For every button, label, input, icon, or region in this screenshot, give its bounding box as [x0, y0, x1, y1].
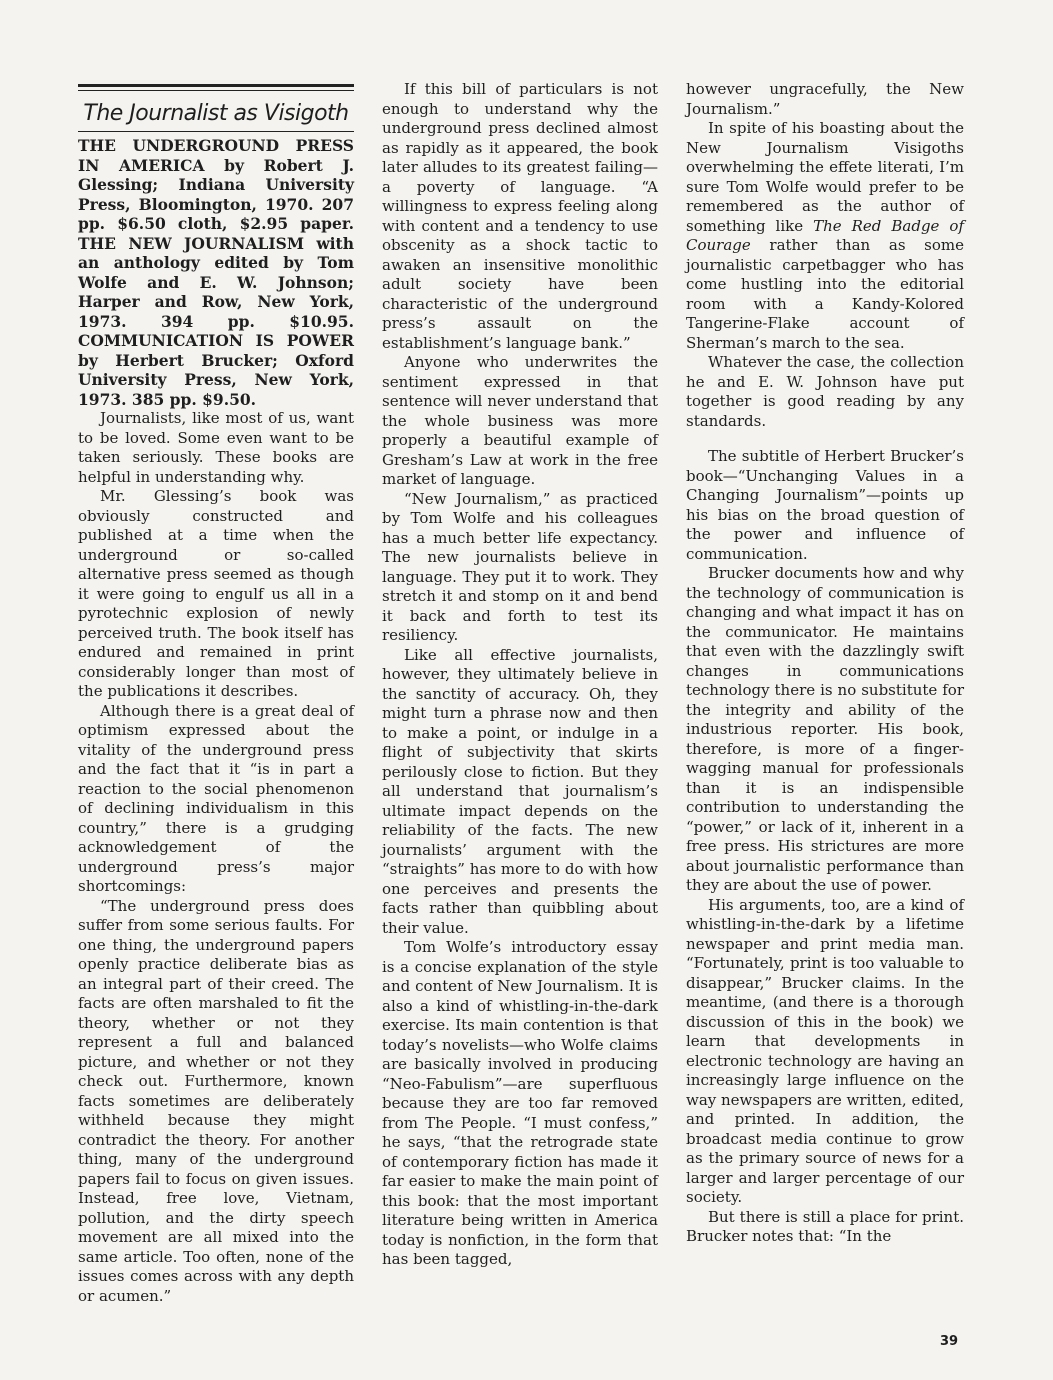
paragraph-quote: “The underground press does suffer from some serious faults. For one thing, the underground papers openly practice deliberate bias as an integral part of their creed. The facts are often marshaled to fit the theory, whether or not they represent a full and balanced picture, and whether or not they check out. Furthermore, known facts sometimes are deliberately withheld because they might contradict the theory. For another thing, many of the underground papers fail to focus on given issues. Instead, free love, Vietnam, pollution, and the dirty speech movement are all mixed into the same article. Too often, none of the issues comes across with any depth or acumen.” — [78, 896, 354, 1305]
headline-rule-bottom — [78, 131, 354, 132]
paragraph — [686, 119, 964, 353]
page-number: 39 — [940, 1334, 959, 1349]
article-headline: The Journalist as Visigoth — [83, 101, 349, 126]
paragraph: If this bill of particulars is not enough to understand why the underground press declined almost as rapidly as it appeared, the book later alludes to its greatest failing—a poverty of language. “A willingness to express feeling along with content and a tendency to use obscenity as a shock tactic to awaken an insensitive monolithic adult society have been characteristic of the underground press’s assault on the establishment’s language bank.” — [382, 80, 658, 352]
paragraph: Whatever the case, the collection he and E. W. Johnson have put together is good reading by any standards. — [686, 353, 964, 430]
paragraph-text: rather than as some journalistic carpetbagger who has come hustling into the editorial room with a Kandy-Kolored Tangerine-Flake account of Sherman’s march to the sea. — [686, 236, 964, 352]
paragraph-continued: however ungracefully, the New Journalism.” — [686, 80, 964, 118]
column-1 — [78, 80, 354, 1306]
paragraph: His arguments, too, are a kind of whistling-in-the-dark by a lifetime newspaper and print media man. “Fortunately, print is too valuable to disappear,” Brucker claims. In the meantime, (and there is a thorough discussion of this in the book) we learn that developments in electronic technology are having an increasingly large influence on the way newspapers are written, edited, and printed. In addition, the broadcast media continue to grow as the primary source of news for a larger and larger percentage of our society. — [686, 895, 965, 1206]
paragraph: Mr. Glessing’s book was obviously constructed and published at a time when the underground or so-called alternative press seemed as though it were going to engulf us all in a pyrotechnic explosion of newly perceived truth. The book itself has endured and remained in print considerably longer than most of the publications it describes. — [78, 487, 354, 700]
paragraph: Although there is a great deal of optimism expressed about the vitality of the underground press and the fact that it “is in part a reaction to the social phenomenon of declining individualism in this country,” there is a grudging acknowledgement of the underground press’s major shortcomings: — [78, 701, 354, 895]
paragraph: The subtitle of Herbert Brucker’s book—“Unchanging Values in a Changing Journalism”—points up his bias on the broad question of the power and influence of communication. — [686, 447, 964, 563]
headline-rule-top — [78, 84, 354, 87]
paragraph: Like all effective journalists, however, they ultimately believe in the sanctity of accuracy. Oh, they might turn a phrase now and then to make a point, or indulge in a flight of subjectivity that skirts perilously close to fiction. But they all understand that journalism’s ultimate impact depends on the reliability of the facts. The new journalists’ argument with the “straights” has more to do with how one perceives and presents the facts rather than quibbling about their value. — [382, 645, 658, 937]
paragraph: Brucker documents how and why the technology of communication is changing and what impact it has on the communicator. He maintains that even with the dazzlingly swift changes in communications technology there is no substitute for the integrity and ability of the industrious reporter. His book, therefore, is more of a finger-wagging manual for professionals than it is an indispensible contribution to understanding the “power,” or lack of it, inherent in a free press. His strictures are more about journalistic performance than they are about the use of power. — [686, 564, 964, 894]
book-title: The Red Badge of Courage — [686, 216, 964, 254]
bibliography-block: THE UNDERGROUND PRESS IN AMERICA by Robert J. Glessing; Indiana University Press, Bloomington, 1970. 207 pp. $6.50 cloth, $2.95 paper. THE NEW JOURNALISM with an anthology edited by Tom Wolfe and E. W. Johnson; Harper and Row, New York, 1973. 394 pp. $10.95. COMMUNICATION IS POWER by Herbert Brucker; Oxford University Press, New York, 1973. 385 pp. $9.50. — [78, 136, 354, 409]
paragraph: Tom Wolfe’s introductory essay is a concise explanation of the style and content of New Journalism. It is also a kind of whistling-in-the-dark exercise. Its main contention is that today’s novelists—who Wolfe claims are basically involved in producing “Neo-Fabulism”—are superfluous because they are too far removed from The People. “I must confess,” he says, “that the retrograde state of contemporary fiction has made it far easier to make the main point of this book: that the most important literature being written in America today is nonfiction, in the form that has been tagged, — [382, 938, 658, 1268]
paragraph: Journalists, like most of us, want to be loved. Some even want to be taken seriously. These books are helpful in understanding why. — [78, 409, 354, 486]
headline-rule-top-thin — [78, 90, 354, 91]
paragraph-text: In spite of his boasting about the New Journalism Visigoths overwhelming the effete literati, I’m sure Tom Wolfe would prefer to be remembered as the author of something like — [686, 119, 964, 235]
column-3 — [686, 80, 964, 1247]
paragraph: “New Journalism,” as practiced by Tom Wolfe and his colleagues has a much better life expectancy. The new journalists believe in language. They put it to work. They stretch it and stomp on it and bend it back and forth to test its resiliency. — [382, 489, 658, 644]
paragraph: Anyone who underwrites the sentiment expressed in that sentence will never understand that the whole business was more properly a beautiful example of Gresham’s Law at work in the free market of language. — [382, 353, 658, 488]
column-2 — [382, 80, 658, 1270]
paragraph: But there is still a place for print. Brucker notes that: “In the — [686, 1207, 964, 1245]
